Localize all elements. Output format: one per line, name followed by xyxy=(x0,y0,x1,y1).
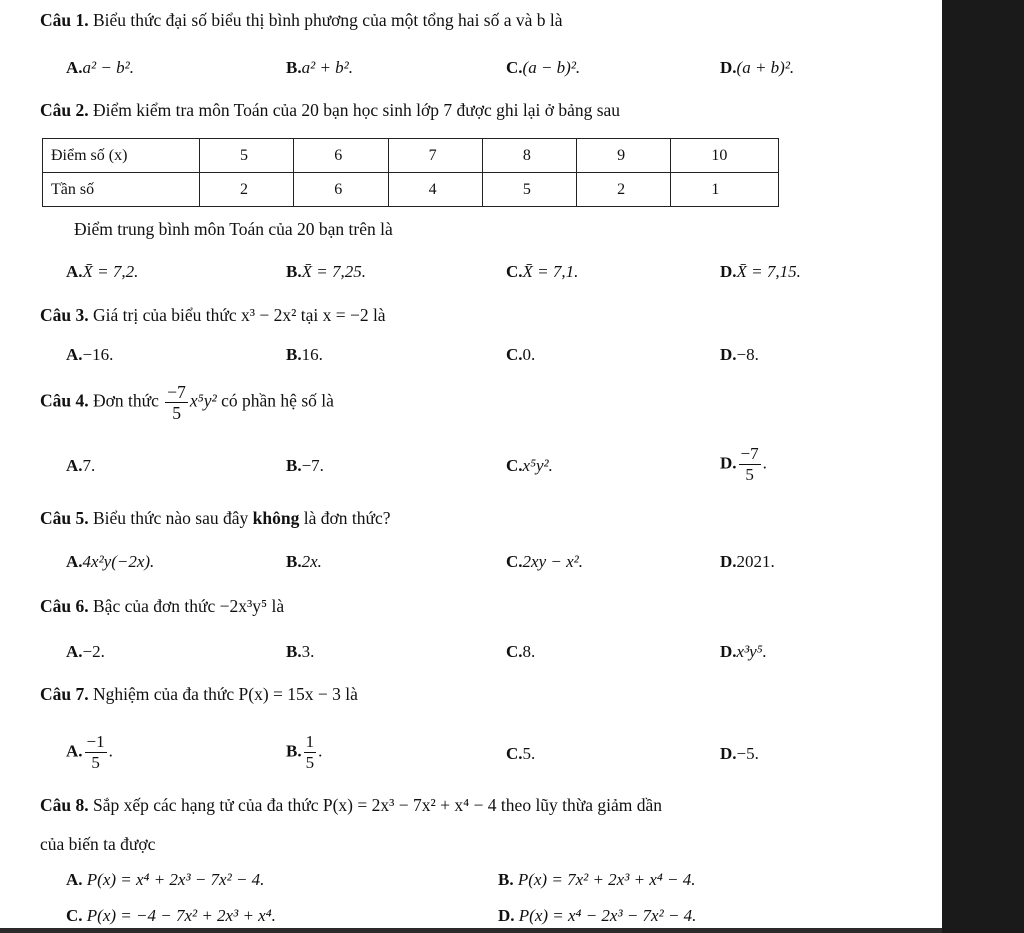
q5-emphasis: không xyxy=(252,508,300,528)
page-bottom-edge xyxy=(0,928,942,933)
q1-option-b: B.a² + b². xyxy=(286,58,354,77)
table-row-frequency xyxy=(43,173,779,207)
q6-option-c: C.8. xyxy=(506,642,536,661)
q8-text: Sắp xếp các hạng tử của đa thức P(x) = 2x³ − 7x² + x⁴ − 4 theo lũy thừa giảm dần xyxy=(93,795,663,815)
q3-option-b: B.16. xyxy=(286,345,323,364)
q8-option-a: A. P(x) = x⁴ + 2x³ − 7x² − 4. xyxy=(66,870,265,889)
q5-option-a: A.4x²y(−2x). xyxy=(66,552,155,571)
q4-label: Câu 4. xyxy=(40,390,89,411)
q6-option-a: A.−2. xyxy=(66,642,105,661)
q2-label: Câu 2. xyxy=(40,100,89,120)
score-table xyxy=(42,138,779,207)
q3-label: Câu 3. xyxy=(40,305,89,325)
table-row-scores xyxy=(43,139,779,173)
q4-option-a: A.7. xyxy=(66,456,96,475)
q2-option-a: A.X̄ = 7,2. xyxy=(66,262,139,281)
q8-stem xyxy=(40,795,662,816)
q7-option-d: D.−5. xyxy=(720,744,759,763)
table-cell: 6 xyxy=(294,173,388,207)
q6-option-b: B.3. xyxy=(286,642,315,661)
q5-option-c: C.2xy − x². xyxy=(506,552,583,571)
q1-option-d: D.(a + b)². xyxy=(720,58,795,77)
q1-text: Biểu thức đại số biểu thị bình phương của một tổng hai số a và b là xyxy=(93,10,563,30)
table-cell: 2 xyxy=(200,173,294,207)
q1-stem xyxy=(40,10,563,31)
table-cell: 5 xyxy=(482,173,576,207)
table-header-score: Điểm số (x) xyxy=(43,139,200,173)
q4-option-b: B.−7. xyxy=(286,456,324,475)
table-cell: 2 xyxy=(577,173,671,207)
q5-option-d: D.2021. xyxy=(720,552,775,571)
q7-label: Câu 7. xyxy=(40,684,89,704)
q7-option-b: B. $\frac{1}{5}$ . xyxy=(286,732,323,772)
table-cell: 8 xyxy=(482,139,576,173)
q4-option-d: D. $\frac{-7}{5}$ . xyxy=(720,444,767,484)
table-cell: 5 xyxy=(200,139,294,173)
q1-option-a: A.a² − b². xyxy=(66,58,134,77)
q6-label: Câu 6. xyxy=(40,596,89,616)
q4-coefficient-fraction: $\frac{-7}{5}$ xyxy=(167,382,186,423)
q3-option-a: A.−16. xyxy=(66,345,114,364)
q4-option-c: C.x⁵y². xyxy=(506,456,553,475)
q8-option-c: C. P(x) = −4 − 7x² + 2x³ + x⁴. xyxy=(66,906,276,925)
q1-option-c: C.(a − b)². xyxy=(506,58,581,77)
table-cell: 1 xyxy=(671,173,779,207)
q2-option-b: B.X̄ = 7,25. xyxy=(286,262,366,281)
q6-option-d: D.x³y⁵. xyxy=(720,642,767,661)
q5-option-b: B.2x. xyxy=(286,552,322,571)
table-cell: 6 xyxy=(294,139,388,173)
dark-background-edge xyxy=(942,0,1024,933)
table-cell: 4 xyxy=(388,173,482,207)
q2-option-d: D.X̄ = 7,15. xyxy=(720,262,801,281)
q8-option-d: D. P(x) = x⁴ − 2x³ − 7x² − 4. xyxy=(498,906,697,925)
q5-stem: Câu 5. Biểu thức nào sau đây không là đơn thức? xyxy=(40,508,391,528)
q2-text: Điểm kiểm tra môn Toán của 20 bạn học sinh lớp 7 được ghi lại ở bảng sau xyxy=(93,100,621,120)
q7-option-a: A. $\frac{-1}{5}$ . xyxy=(66,732,113,772)
table-cell: 9 xyxy=(577,139,671,173)
q6-stem xyxy=(40,596,284,617)
q2-stem xyxy=(40,100,620,121)
table-cell: 10 xyxy=(671,139,779,173)
table-header-frequency: Tần số xyxy=(43,173,200,207)
q3-text: Giá trị của biểu thức x³ − 2x² tại x = −2 là xyxy=(93,305,386,325)
q2-question: Điểm trung bình môn Toán của 20 bạn trên là xyxy=(74,219,393,239)
q3-option-d: D.−8. xyxy=(720,345,759,364)
q2-option-c: C.X̄ = 7,1. xyxy=(506,262,579,281)
q3-option-c: C.0. xyxy=(506,345,536,364)
table-cell: 7 xyxy=(388,139,482,173)
q8-stem-continued: của biến ta được xyxy=(40,834,156,854)
q8-option-b: B. P(x) = 7x² + 2x³ + x⁴ − 4. xyxy=(498,870,696,889)
q7-text: Nghiệm của đa thức P(x) = 15x − 3 là xyxy=(93,684,358,704)
q1-label: Câu 1. xyxy=(40,10,89,30)
q5-label: Câu 5. xyxy=(40,508,89,528)
q7-option-c: C.5. xyxy=(506,744,536,763)
q4-stem: Câu 4. Đơn thức $\frac{-7}{5}$ x⁵y² có phần hệ số là xyxy=(40,382,334,423)
q6-text: Bậc của đơn thức −2x³y⁵ là xyxy=(93,596,285,616)
q3-stem xyxy=(40,305,386,326)
q8-label: Câu 8. xyxy=(40,795,89,815)
q7-stem xyxy=(40,684,358,705)
